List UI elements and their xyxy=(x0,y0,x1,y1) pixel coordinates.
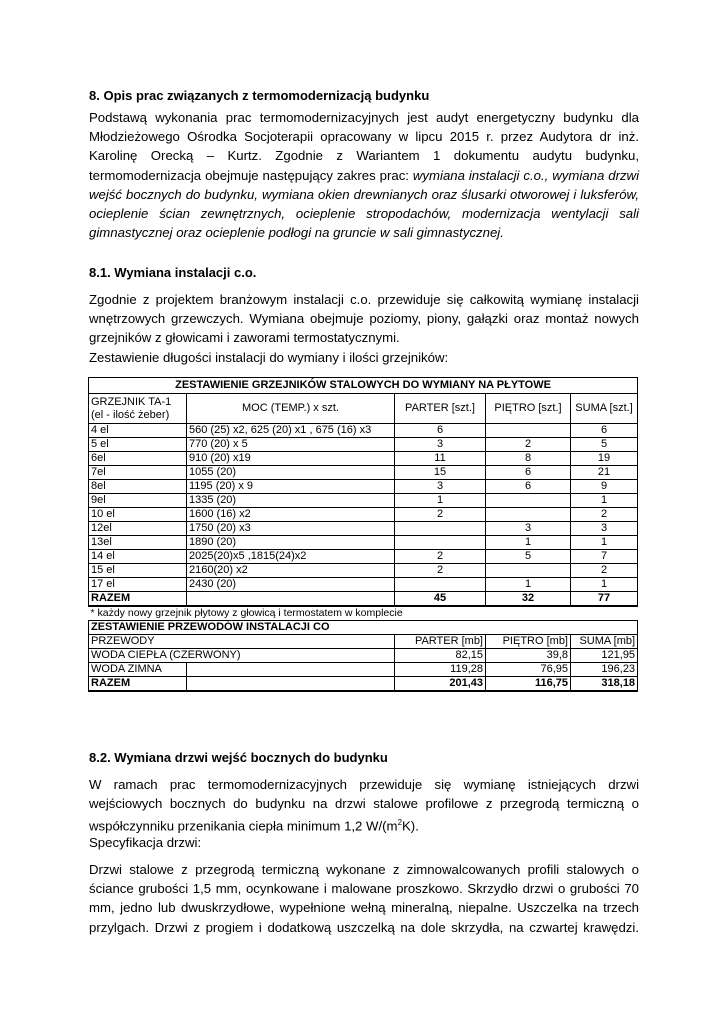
header-radiator-type: GRZEJNIK TA-1 (el - ilość żeber) xyxy=(89,394,187,424)
section-8-heading: 8. Opis prac związanych z termomodernizacją budynku xyxy=(89,88,430,103)
text-line: Młodzieżowego Ośrodka Socjoterapii opracowany w lipcu 2015 r. przez Audytora dr inż. xyxy=(89,129,639,145)
table-row: 5 el 770 (20) x 5 3 2 5 xyxy=(89,438,638,452)
table-row: WODA CIEPŁA (CZERWONY) 82,15 39,8 121,95 xyxy=(89,649,638,663)
table-intro: Zestawienie długości instalacji do wymiany i ilości grzejników: xyxy=(89,350,449,365)
table-row: 13el 1890 (20) 1 1 xyxy=(89,536,638,550)
table-row: 9el 1335 (20) 1 1 xyxy=(89,494,638,508)
text-line: ściance grubości 1,5 mm, ocynkowane i malowane proszkowo. Skrzydło drzwi o grubości 70 xyxy=(89,881,639,897)
wires-header-row xyxy=(89,635,638,649)
section-81-paragraph xyxy=(89,290,639,348)
wires-header-suma: SUMA [mb] xyxy=(571,635,638,649)
italic-scope-start: wymiana instalacji c.o., wymiana drzwi xyxy=(412,167,640,183)
header-power: MOC (TEMP.) x szt. xyxy=(187,394,395,424)
table-row: 17 el 2430 (20) 1 1 xyxy=(89,578,638,592)
spec-paragraph xyxy=(89,860,639,937)
wires-header-name: PRZEWODY xyxy=(89,635,395,649)
radiator-table xyxy=(88,377,638,692)
section-82-heading: 8.2. Wymiana drzwi wejść bocznych do budynku xyxy=(89,750,388,765)
table-row: 14 el 2025(20)x5 ,1815(24)x2 2 5 7 xyxy=(89,550,638,564)
text-line xyxy=(89,166,639,185)
header-parter: PARTER [szt.] xyxy=(395,394,486,424)
table-row: 4 el 560 (25) x2, 625 (20) x1 , 675 (16) x3 6 6 xyxy=(89,424,638,438)
text-line: współczynniku przenikania ciepła minimum 1,2 $W/(m^2K)$. xyxy=(89,818,419,834)
wires-header-parter: PARTER [mb] xyxy=(395,635,486,649)
header-suma: SUMA [szt.] xyxy=(571,394,638,424)
table-note: * każdy nowy grzejnik płytowy z głowicą i termostatem w komplecie xyxy=(89,606,638,621)
text-line: wejściowych bocznych do budynku na drzwi stalowe profilowe z przegrodą termiczną o xyxy=(89,796,639,812)
table-row: WODA ZIMNA 119,28 76,95 196,23 xyxy=(89,663,638,677)
table-row: 12el 1750 (20) x3 3 3 xyxy=(89,522,638,536)
section-82-paragraph xyxy=(89,775,639,836)
text-line: Karolinę Orecką – Kurtz. Zgodnie z Wariantem 1 dokumentu audytu budynku, xyxy=(89,148,639,164)
table-row: 7el 1055 (20) 15 6 21 xyxy=(89,466,638,480)
table-row: 15 el 2160(20) x2 2 2 xyxy=(89,564,638,578)
header-pietro: PIĘTRO [szt.] xyxy=(486,394,571,424)
text-line-start: termomodernizacja obejmuje następujący zakres prac: xyxy=(89,167,413,183)
spec-label: Specyfikacja drzwi: xyxy=(89,835,202,850)
section-81-heading: 8.1. Wymiana instalacji c.o. xyxy=(89,265,257,280)
text-line: Zgodnie z projektem branżowym instalacji c.o. przewiduje się całkowitą wymianę instalacji xyxy=(89,292,639,307)
radiator-rows xyxy=(89,424,638,592)
table-row: 10 el 1600 (16) x2 2 2 xyxy=(89,508,638,522)
text-line: przylgach. Drzwi z progiem i dodatkową uszczelką na dole skrzydła, na czwartej krawędzi. xyxy=(89,919,639,935)
section-8-paragraph xyxy=(89,108,639,242)
text-line: mm, jedno lub dwuskrzydłowe, wypełnione wełną mineralną, niepalne. Uszczelka na trzech xyxy=(89,900,639,916)
text-line: wnętrzowych grzewczych. Wymiana obejmuje poziomy, piony, gałązki oraz montaż nowych xyxy=(89,311,639,327)
text-line-italic: gimnastycznej oraz ocieplenie podłogi na gruncie w sali gimnastycznej. xyxy=(89,225,504,241)
text-line: Drzwi stalowe z przegrodą termiczną wykonane z zimnowalcowanych profili stalowych o xyxy=(89,862,639,877)
text-line-italic: wejść bocznych do budynku, wymiana okien drewnianych oraz ślusarki otworowej i luksferów, xyxy=(89,186,639,202)
wires-total-row: RAZEM 201,43 116,75 318,18 xyxy=(89,677,638,692)
wires-table-title: ZESTAWIENIE PRZEWODÓW INSTALACJI CO xyxy=(89,621,638,635)
text-line: W ramach prac termomodernizacyjnych przewiduje się wymianę istniejących drzwi xyxy=(89,777,639,792)
table-row: 8el 1195 (20) x 9 3 6 9 xyxy=(89,480,638,494)
table-title: ZESTAWIENIE GRZEJNIKÓW STALOWYCH DO WYMIANY NA PŁYTOWE xyxy=(89,378,638,394)
wires-header-pietro: PIĘTRO [mb] xyxy=(486,635,571,649)
radiator-total-row: RAZEM 45 32 77 xyxy=(89,592,638,607)
text-line: Podstawą wykonania prac termomodernizacyjnych jest audyt energetyczny budynku dla xyxy=(89,110,639,125)
table-row: 6el 910 (20) x19 11 8 19 xyxy=(89,452,638,466)
text-line-italic: ocieplenie ścian zewnętrznych, ocieplenie stropodachów, modernizacja wentylacji sali xyxy=(89,206,639,222)
text-line: grzejników z głowicami i zaworami termostatycznymi. xyxy=(89,330,400,346)
